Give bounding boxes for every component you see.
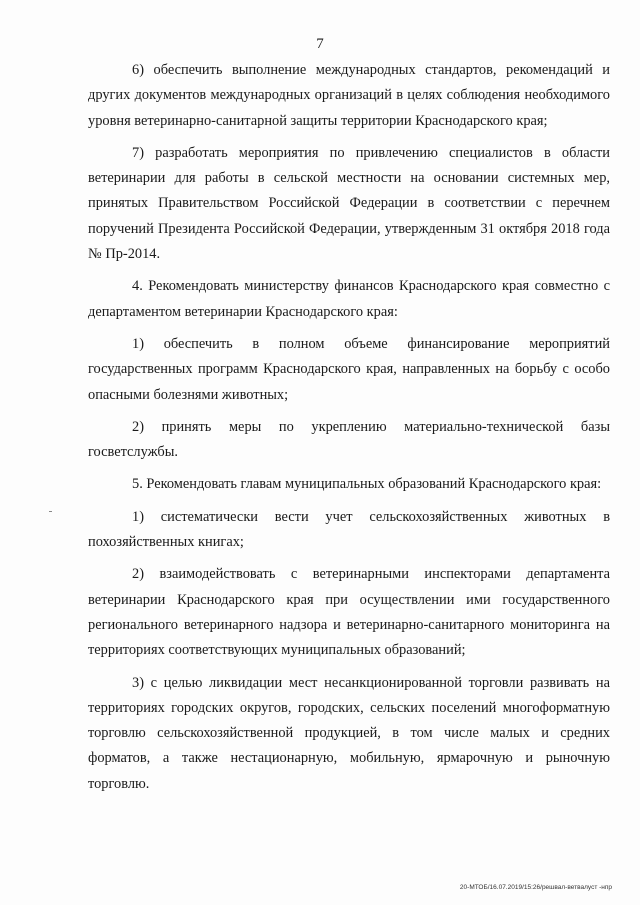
document-body xyxy=(88,58,610,797)
paragraph-section-5-item-3: 3) с целью ликвидации мест несанкционированной торговли развивать на территориях городских округов, городских, сельских поселений многоформатную торговлю сельскохозяйственной продукцией, в том числе малых и средних форматов, а также нестационарную, мобильную, ярмарочную и рыночную торговлю. xyxy=(88,674,610,792)
footer-stamp: 20-МТОБ/16.07.2019/15:26/решвал-ветвалуст -нпр xyxy=(459,884,612,891)
paragraph-section-4-item-1: 1) обеспечить в полном объеме финансирование мероприятий государственных программ Краснодарского края, направленных на борьбу с особо опасными болезнями животных; xyxy=(88,335,610,403)
paragraph-section-4-item-2: 2) принять меры по укреплению материально-технической базы госветслужбы. xyxy=(88,418,610,461)
paragraph-item-7: 7) разработать мероприятия по привлечению специалистов в области ветеринарии для работы в сельской местности на основании системных мер, принятых Правительством Российской Федерации в соответствии с перечнем поручений Президента Российской Федерации, утвержденным 31 октября 2018 года № Пр-2014. xyxy=(88,144,610,263)
paragraph-section-5-item-2: 2) взаимодействовать с ветеринарными инспекторами департамента ветеринарии Краснодарского края при осуществлении ими государственного регионального ветеринарного надзора и ветеринарно-санитарного мониторинга на территориях соответствующих муниципальных образований; xyxy=(88,566,610,659)
paragraph-section-4: 4. Рекомендовать министерству финансов Краснодарского края совместно с департаментом ветеринарии Краснодарского края: xyxy=(88,278,610,320)
paragraph-section-5-item-1: 1) систематически вести учет сельскохозяйственных животных в похозяйственных книгах; xyxy=(88,508,610,551)
page-number: 7 xyxy=(316,36,324,52)
paragraph-item-6: 6) обеспечить выполнение международных стандартов, рекомендаций и других документов международных организаций в целях соблюдения необходимого уровня ветеринарно-санитарной защиты территории Краснодарского края; xyxy=(88,62,610,129)
paragraph-section-5: 5. Рекомендовать главам муниципальных образований Краснодарского края: xyxy=(132,476,602,493)
scan-margin-mark xyxy=(49,511,52,512)
